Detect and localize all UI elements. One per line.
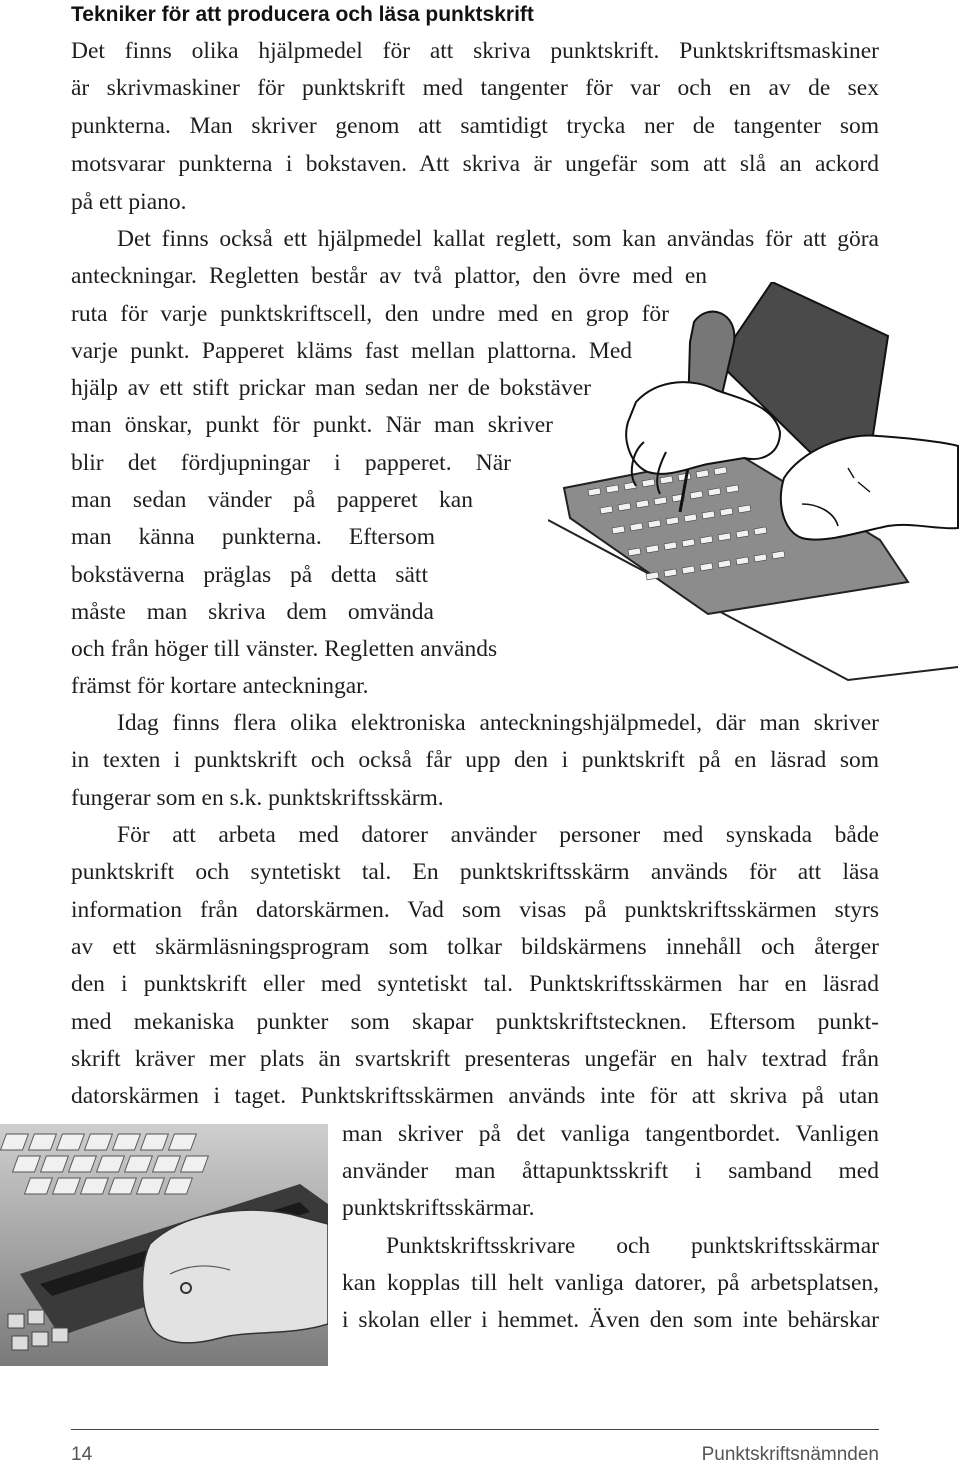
body-text-line: hjälp av ett stift prickar man sedan ner de bokstäver [71, 375, 591, 401]
body-text-line: måste man skriva dem omvända [71, 599, 434, 625]
body-text-line: i skolan eller i hemmet. Även den som inte behärskar [342, 1307, 879, 1333]
body-text-line: punktskriftsskärmar. [342, 1195, 535, 1221]
body-text-line: motsvarar punkterna i bokstaven. Att skriva är ungefär som att slå an ackord [71, 151, 879, 177]
body-text-line: använder man åttapunktsskrift i samband med [342, 1158, 879, 1184]
body-text-line: Idag finns flera olika elektroniska anteckningshjälpmedel, där man skriver [117, 710, 879, 736]
body-text-line: med mekaniska punkter som skapar punktskriftstecknen. Eftersom punkt- [71, 1009, 879, 1035]
section-heading: Tekniker för att producera och läsa punktskrift [71, 3, 534, 26]
body-text-line: in texten i punktskrift och också får upp den i punktskrift på en läsrad som [71, 747, 879, 773]
body-text-line: kan kopplas till helt vanliga datorer, på arbetsplatsen, [342, 1270, 879, 1296]
body-text-line: punktskrift och syntetiskt tal. En punktskriftsskärm används för att läsa [71, 859, 879, 885]
body-text-line: anteckningar. Regletten består av två plattor, den övre med en [71, 263, 707, 289]
body-text-line: fungerar som en s.k. punktskriftsskärm. [71, 785, 444, 811]
body-text-line: ruta för varje punktskriftscell, den undre med en grop för [71, 301, 669, 327]
body-text-line: bokstäverna präglas på detta sätt [71, 562, 428, 588]
body-text-line: information från datorskärmen. Vad som visas på punktskriftsskärmen styrs [71, 897, 879, 923]
braille-display-photo [0, 1124, 328, 1366]
reglett-illustration [548, 282, 960, 682]
body-text-line: För att arbeta med datorer använder personer med synskada både [117, 822, 879, 848]
body-text-line: man känna punkterna. Eftersom [71, 524, 435, 550]
body-text-line: på ett piano. [71, 189, 187, 215]
body-text-line: den i punktskrift eller med syntetiskt tal. Punktskriftsskärmen har en läsrad [71, 971, 879, 997]
footer-rule [71, 1429, 879, 1430]
body-text-line: man skriver på det vanliga tangentbordet. Vanligen [342, 1121, 879, 1147]
body-text-line: datorskärmen i taget. Punktskriftsskärmen används inte för att skriva på utan [71, 1083, 879, 1109]
body-text-line: är skrivmaskiner för punktskrift med tangenter för var och en av de sex [71, 75, 879, 101]
body-text-line: punkterna. Man skriver genom att samtidigt trycka ner de tangenter som [71, 113, 879, 139]
body-text-line: skrift kräver mer plats än svartskrift presenteras ungefär en halv textrad från [71, 1046, 879, 1072]
body-text-line: man sedan vänder på papperet kan [71, 487, 473, 513]
page-number: 14 [71, 1444, 93, 1465]
body-text-line: och från höger till vänster. Regletten används [71, 636, 498, 662]
body-text-line: främst för kortare anteckningar. [71, 673, 369, 699]
body-text-line: varje punkt. Papperet kläms fast mellan plattorna. Med [71, 338, 632, 364]
body-text-line: Det finns också ett hjälpmedel kallat reglett, som kan användas för att göra [117, 226, 879, 252]
body-text-line: av ett skärmläsningsprogram som tolkar bildskärmens innehåll och återger [71, 934, 879, 960]
body-text-line: Punktskriftsskrivare och punktskriftsskärmar [386, 1233, 879, 1259]
body-text-line: blir det fördjupningar i papperet. När [71, 450, 511, 476]
body-text-line: man önskar, punkt för punkt. När man skriver [71, 412, 553, 438]
footer-publisher: Punktskriftsnämnden [701, 1444, 879, 1465]
body-text-line: Det finns olika hjälpmedel för att skriva punktskrift. Punktskriftsmaskiner [71, 38, 879, 64]
